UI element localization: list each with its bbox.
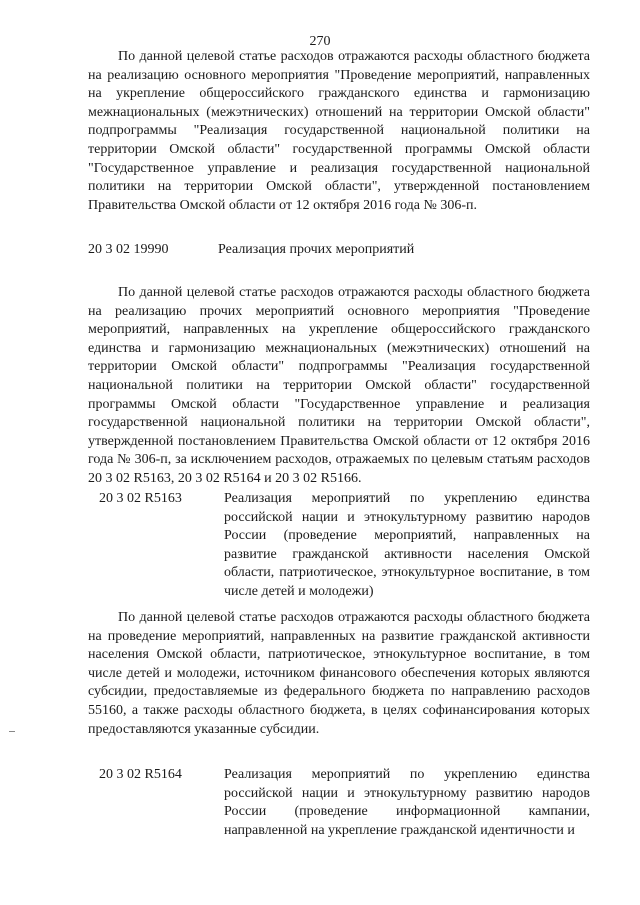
entry-title-r5164: Реализация мероприятий по укреплению единства российской нации и этнокультурному развитию народов России (проведение информационной кампании, направленной на укрепление гражданской идентичности и bbox=[224, 767, 590, 838]
entry-code-r5164: 20 3 02 R5164 bbox=[99, 767, 182, 782]
paragraph-other-events-expenses: По данной целевой статье расходов отражаются расходы областного бюджета на реализацию прочих мероприятий основного мероприятия "Проведение мероприятий, направленных на укрепление общероссийского гражданского единства и гармонизацию межнациональных (межэтнических) отношений на территории Омской области" подпрограммы "Реализация государственной национальной политики на территории Омской области" государственной программы Омской области "Государственное управление и реализация государственной национальной политики на территории Омской области", утвержденной постановлением Правительства Омской области от 12 октября 2016 года № 306-п, за исключением расходов, отражаемых по целевым статьям расходов 20 3 02 R5163, 20 3 02 R5164 и 20 3 02 R5166. bbox=[88, 285, 590, 486]
entry-title-19990: Реализация прочих мероприятий bbox=[218, 242, 415, 257]
page-number: 270 bbox=[309, 34, 331, 49]
entry-code-19990: 20 3 02 19990 bbox=[88, 242, 169, 257]
paragraph-main-event-expenses: По данной целевой статье расходов отражаются расходы областного бюджета на реализацию основного мероприятия "Проведение мероприятий, направленных на укрепление общероссийского гражданского единства и гармонизацию межнациональных (межэтнических) отношений на территории Омской области" подпрограммы "Реализация государственной национальной политики на территории Омской области" государственной программы Омской области "Государственное управление и реализация государственной национальной политики на территории Омской области", утвержденной постановлением Правительства Омской области от 12 октября 2016 года № 306-п. bbox=[88, 49, 590, 213]
paragraph-subsidy-expenses: По данной целевой статье расходов отражаются расходы областного бюджета на проведение мероприятий, направленных на развитие гражданской активности населения Омской области, патриотическое, этнокультурное воспитание, в том числе детей и молодежи, источником финансового обеспечения которых являются субсидии, предоставляемые из федерального бюджета по направлению расходов 55160, а также расходы областного бюджета, в целях софинансирования которых предоставляются указанные субсидии. bbox=[88, 610, 590, 737]
entry-title-r5163: Реализация мероприятий по укреплению единства российской нации и этнокультурному развитию народов России (проведение мероприятий, направленных на развитие гражданской активности населения Омской области, патриотическое, этнокультурное воспитание, в том числе детей и молодежи) bbox=[224, 491, 590, 599]
entry-code-r5163: 20 3 02 R5163 bbox=[99, 491, 182, 506]
margin-mark bbox=[9, 731, 15, 732]
